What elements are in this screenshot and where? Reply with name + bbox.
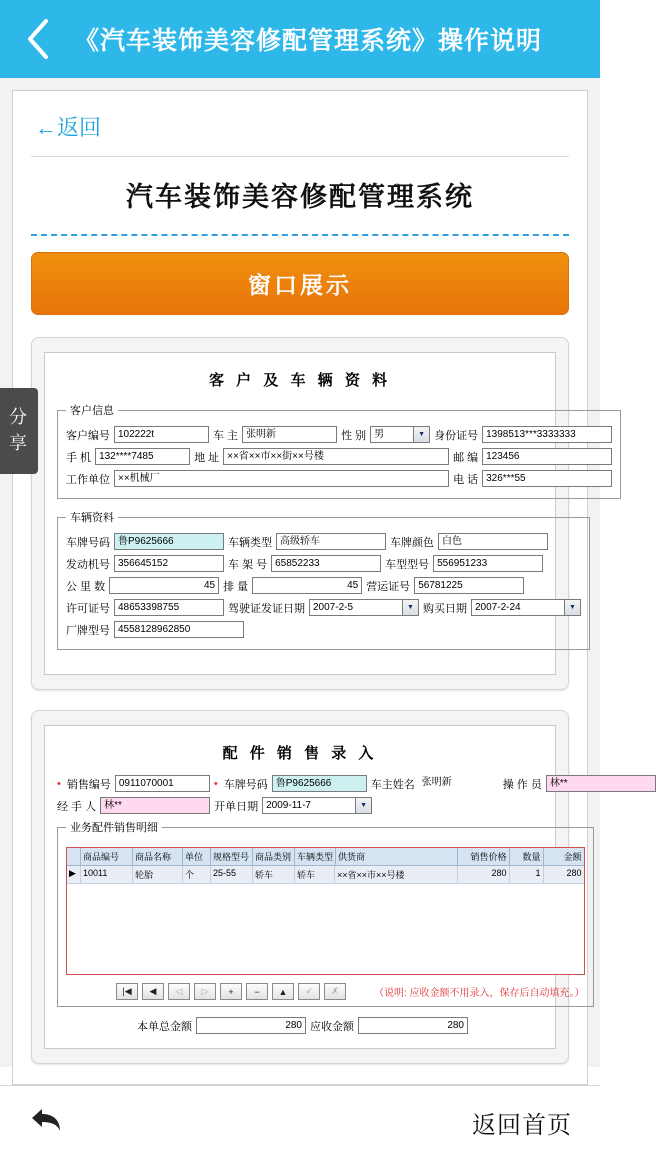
label-postcode: 邮 编 xyxy=(453,451,479,464)
window-title-parts-sales: 配 件 销 售 录 入 xyxy=(222,745,378,762)
nav-confirm-button[interactable]: ✓ xyxy=(298,983,320,1000)
grid-head-col-0: 商品编号 xyxy=(81,848,133,865)
input-cust-no[interactable]: 102222t xyxy=(114,426,209,443)
grid-head-col-5: 车辆类型 xyxy=(295,848,336,865)
input-plate[interactable]: 鲁P9625666 xyxy=(114,533,224,550)
group-vehicle-info-legend: 车辆资料 xyxy=(70,512,114,524)
cell-spec: 25-55 xyxy=(211,866,253,883)
datepicker-open-date-value: 2009-11-7 xyxy=(262,797,355,814)
nav-next-button[interactable]: ▷ xyxy=(194,983,216,1000)
input-frame-no[interactable]: 65852233 xyxy=(271,555,381,572)
input-operator[interactable]: 林** xyxy=(546,775,656,792)
group-customer-info xyxy=(57,402,621,499)
label-operator: 操 作 员 xyxy=(502,778,542,791)
article-card xyxy=(12,90,588,1085)
datepicker-buy-value: 2007-2-24 xyxy=(471,599,564,616)
row-sales-1 xyxy=(57,775,568,792)
footer-home-link[interactable]: 返回首页 xyxy=(472,1112,572,1139)
label-sale-no: 销售编号 xyxy=(66,778,111,791)
cell-category: 轿车 xyxy=(253,866,295,883)
chevron-down-icon[interactable]: ▼ xyxy=(355,797,372,814)
group-vehicle-info xyxy=(57,509,590,650)
required-dot-icon: • xyxy=(57,777,61,790)
row-customer-1 xyxy=(66,426,612,443)
datepicker-buy-date[interactable] xyxy=(471,599,581,616)
input-permit-no[interactable]: 48653398755 xyxy=(114,599,224,616)
label-owner: 车 主 xyxy=(213,429,239,442)
label-engine-no: 发动机号 xyxy=(66,558,110,571)
grid-navigator xyxy=(66,983,585,1000)
grid-head-col-9: 金额 xyxy=(563,852,582,862)
nav-edit-button[interactable]: ▲ xyxy=(272,983,294,1000)
window-display-banner[interactable]: 窗口展示 xyxy=(31,252,569,315)
grid-note: （说明: 应收金额不用录入，保存后自动填充。） xyxy=(374,988,585,999)
grid-head-col-1: 商品名称 xyxy=(133,848,183,865)
window-parts-sales xyxy=(44,725,585,1049)
cell-unit: 个 xyxy=(183,866,211,883)
share-tab[interactable]: 分 享 xyxy=(0,388,38,474)
chevron-down-icon[interactable]: ▼ xyxy=(413,426,430,443)
row-vehicle-3 xyxy=(66,577,581,594)
screenshot-parts-sales xyxy=(31,710,585,1064)
cell-supplier: ××省××市××号楼 xyxy=(335,866,458,883)
value-sale-owner: 张明新 xyxy=(419,775,499,792)
screenshot-customer-vehicle xyxy=(31,337,576,690)
label-cartype: 车辆类型 xyxy=(228,536,272,549)
input-mobile[interactable]: 132****7485 xyxy=(95,448,190,465)
window-customer-vehicle xyxy=(44,352,576,675)
row-marker-icon: ▶ xyxy=(67,866,81,883)
grid-head-col-4: 商品类别 xyxy=(253,848,295,865)
input-sale-plate[interactable]: 鲁P9625666 xyxy=(272,775,367,792)
label-handler: 经 手 人 xyxy=(57,800,97,813)
input-displacement[interactable]: 45 xyxy=(252,577,362,594)
cell-quantity: 1 xyxy=(510,866,544,883)
nav-first-button[interactable]: |◀ xyxy=(116,983,138,1000)
input-address[interactable]: ××省××市××街××号楼 xyxy=(223,448,449,465)
back-button[interactable] xyxy=(10,11,66,67)
cell-product-no: 10011 xyxy=(81,866,133,883)
input-plate-color[interactable]: 白色 xyxy=(438,533,548,550)
input-cartype[interactable]: 高级轿车 xyxy=(276,533,386,550)
cell-vehicle-type: 轿车 xyxy=(295,866,335,883)
label-frame-no: 车 架 号 xyxy=(228,558,268,571)
input-engine-no[interactable]: 356645152 xyxy=(114,555,224,572)
nav-delete-button[interactable]: − xyxy=(246,983,268,1000)
label-id: 身份证号 xyxy=(434,429,479,442)
sales-detail-grid[interactable] xyxy=(66,847,585,975)
footer-back-button[interactable] xyxy=(28,1105,64,1140)
label-plate: 车牌号码 xyxy=(66,536,110,549)
select-gender-value: 男 xyxy=(370,426,413,443)
nav-back-button[interactable]: ◁ xyxy=(168,983,190,1000)
input-owner[interactable]: 张明新 xyxy=(242,426,337,443)
grid-head-col-8: 数量 xyxy=(510,848,544,865)
label-permit-no: 许可证号 xyxy=(66,602,110,615)
label-displacement: 排 量 xyxy=(223,580,249,593)
chevron-down-icon[interactable]: ▼ xyxy=(564,599,581,616)
window-title-customer: 客 户 及 车 辆 资 料 xyxy=(208,372,391,389)
cell-price: 280 xyxy=(458,866,510,883)
input-operation-license[interactable]: 56781225 xyxy=(414,577,524,594)
value-receivable-amount: 280 xyxy=(358,1017,468,1034)
dashed-divider xyxy=(31,234,569,236)
required-dot-icon: • xyxy=(213,777,218,790)
label-open-date: 开单日期 xyxy=(214,800,259,813)
datepicker-license-value: 2007-2-5 xyxy=(309,599,402,616)
input-telephone[interactable]: 326***55 xyxy=(482,470,612,487)
footer-bar xyxy=(0,1085,600,1159)
return-link[interactable]: ←返回 xyxy=(35,115,102,140)
label-model-no: 车型型号 xyxy=(385,558,430,571)
label-cust-no: 客户编号 xyxy=(66,429,110,442)
label-sale-plate: 车牌号码 xyxy=(223,778,268,791)
label-buy-date: 购买日期 xyxy=(423,602,467,615)
input-handler[interactable]: 林** xyxy=(100,797,210,814)
nav-cancel-button[interactable]: ✗ xyxy=(324,983,346,1000)
group-customer-info-legend: 客户信息 xyxy=(70,405,114,417)
row-sales-2 xyxy=(57,797,543,814)
input-postcode[interactable]: 123456 xyxy=(482,448,612,465)
row-vehicle-5 xyxy=(66,621,581,638)
cell-amount: 280 xyxy=(566,868,582,878)
group-sales-detail-legend: 业务配件销售明细 xyxy=(70,822,158,834)
nav-prev-button[interactable]: ◀ xyxy=(142,983,164,1000)
label-plate-color: 车牌颜色 xyxy=(390,536,434,549)
back-arrow-icon xyxy=(28,1122,64,1139)
select-gender[interactable] xyxy=(370,426,430,443)
label-operation-license: 营运证号 xyxy=(366,580,411,593)
input-kilometers[interactable]: 45 xyxy=(109,577,219,594)
input-workplace[interactable]: ××机械厂 xyxy=(114,470,449,487)
cell-product-name: 轮胎 xyxy=(133,866,183,883)
label-gender: 性 别 xyxy=(341,429,367,442)
label-receivable-amount: 应收金额 xyxy=(310,1020,354,1033)
page-header xyxy=(0,0,600,78)
datepicker-license-date[interactable] xyxy=(309,599,419,616)
grid-head-col-3: 规格型号 xyxy=(211,848,253,865)
grid-head-marker xyxy=(67,848,81,865)
grid-head-col-2: 单位 xyxy=(183,848,211,865)
row-vehicle-2 xyxy=(66,555,581,572)
datepicker-open-date[interactable] xyxy=(262,797,372,814)
row-vehicle-1 xyxy=(66,533,581,550)
label-brand-model: 厂牌型号 xyxy=(66,624,110,637)
document-title: 汽车装饰美容修配管理系统 xyxy=(31,156,569,234)
nav-add-button[interactable]: + xyxy=(220,983,242,1000)
content-area xyxy=(0,78,600,1085)
input-model-no[interactable]: 556951233 xyxy=(433,555,543,572)
group-sales-detail xyxy=(57,819,594,1007)
row-totals xyxy=(57,1017,543,1034)
chevron-left-icon xyxy=(24,17,52,61)
row-customer-3 xyxy=(66,470,612,487)
label-workplace: 工作单位 xyxy=(66,473,110,486)
value-total-amount: 280 xyxy=(196,1017,306,1034)
input-id[interactable]: 1398513***3333333 xyxy=(482,426,612,443)
grid-header-row xyxy=(67,848,584,866)
input-brand-model[interactable]: 4558128962850 xyxy=(114,621,244,638)
label-total-amount: 本单总金额 xyxy=(137,1020,192,1033)
label-address: 地 址 xyxy=(194,451,220,464)
row-customer-2 xyxy=(66,448,612,465)
page-title: 《汽车装饰美容修配管理系统》操作说明 xyxy=(73,27,542,55)
label-kilometers: 公 里 数 xyxy=(66,580,106,593)
chevron-down-icon[interactable]: ▼ xyxy=(402,599,419,616)
grid-head-col-7: 销售价格 xyxy=(458,848,510,865)
row-vehicle-4 xyxy=(66,599,581,616)
label-telephone: 电 话 xyxy=(453,473,479,486)
table-row[interactable] xyxy=(67,866,584,884)
grid-head-col-6: 供货商 xyxy=(336,848,458,865)
label-license-date: 驾驶证发证日期 xyxy=(228,602,305,615)
label-mobile: 手 机 xyxy=(66,451,92,464)
input-sale-no[interactable]: 0911070001 xyxy=(115,775,210,792)
label-sale-owner: 车主姓名 xyxy=(370,778,415,791)
